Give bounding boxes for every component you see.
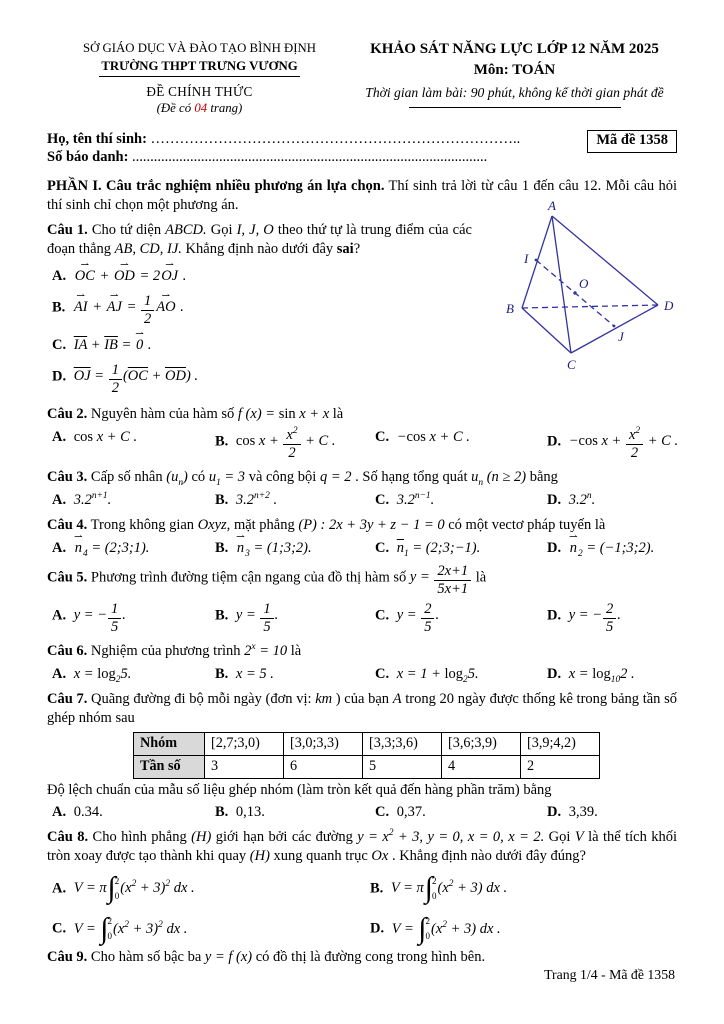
- edge-bc: [522, 308, 571, 353]
- option-a: [47, 428, 210, 462]
- question-1-text: Câu 1. Cho tứ diện ABCD. Gọi I, J, O theo thứ tự là trung điểm của các đoạn thẳng AB, CD, IJ. Khẳng định nào dưới đây sai?: [47, 221, 472, 257]
- edge-ad: [552, 216, 658, 305]
- question-9-text: Câu 9. Cho hàm số bậc ba y = f (x) có đồ thị là đường cong trong hình bên.: [47, 949, 486, 966]
- question-2-options: [47, 425, 679, 462]
- option-d: [542, 803, 677, 822]
- option-d: [542, 491, 677, 510]
- option-content: $x = \log_{10}2$ .: [568, 665, 635, 685]
- option-content: $\overline{n}_1$ = (2;3;−1).: [396, 539, 481, 559]
- question-3-options: [47, 491, 677, 510]
- option-content: $3.2^{n+1}$.: [73, 491, 112, 508]
- option-letter: C.: [375, 539, 390, 556]
- option-content: $3.2^{n-1}$.: [396, 491, 435, 508]
- candidate-id-dots: ..................................................................................................: [132, 149, 488, 166]
- question-2-text: Câu 2. Nguyên hàm của hàm số f (x) = sin x + x là: [47, 405, 344, 422]
- option-content: V = ∫ 2 0 $(x^2 + 3)^2$ dx .: [73, 912, 188, 945]
- vertex-label-c: C: [567, 356, 576, 372]
- question-5-options: [47, 602, 677, 636]
- candidate-name-label: Họ, tên thí sinh:: [47, 131, 147, 148]
- option-letter: A.: [52, 804, 67, 821]
- option-c: [370, 602, 542, 636]
- option-content: OC ⇀ + OD ⇀ = 2OJ ⇀ .: [74, 268, 187, 284]
- vertex-label-b: B: [506, 300, 514, 316]
- candidate-name-dots: …………………………………………………………………..: [150, 131, 521, 148]
- question-7-note: Độ lệch chuẩn của mẫu số liệu ghép nhóm (làm tròn kết quả đến hàng phần trăm) bằng: [47, 781, 552, 798]
- option-content: 0.34.: [73, 804, 103, 821]
- option-d: [542, 539, 677, 558]
- option-letter: C.: [375, 804, 390, 821]
- option-c: [370, 803, 542, 822]
- question-4-text: Câu 4. Trong không gian Oxyz, mặt phẳng (P) : 2x + 3y + z − 1 = 0 có một vectơ pháp tuyến là: [47, 516, 606, 533]
- header-right: [352, 40, 677, 117]
- question-9: [47, 948, 677, 967]
- option-c: [370, 491, 542, 510]
- exam-duration: Thời gian làm bài: 90 phút, không kể thời gian phát đề: [365, 85, 664, 100]
- option-b: [210, 803, 370, 822]
- option-c: [370, 665, 542, 684]
- table-row-header-cell: Tần số: [134, 755, 205, 778]
- part1-heading: PHẦN I. Câu trắc nghiệm nhiều phương án lựa chọn. Thí sinh trả lời từ câu 1 đến câu 12. Mỗi câu hỏi thí sinh chỉ chọn một phương án.: [47, 178, 678, 214]
- option-content: 3,39.: [568, 804, 598, 821]
- option-letter: C.: [375, 665, 390, 682]
- option-content: y = − $\frac{1}{5}$ .: [73, 600, 126, 636]
- table-cell: 3: [205, 755, 284, 778]
- question-7-text: Câu 7. Quãng đường đi bộ mỗi ngày (đơn vị: km ) của bạn A trong 20 ngày được thống kê trong bảng tần số ghép nhóm sau: [47, 690, 677, 726]
- option-c: [47, 336, 472, 355]
- option-content: x = 5 .: [235, 665, 274, 682]
- option-a: [47, 491, 210, 510]
- header-left: [47, 40, 352, 117]
- exam-code-box: Mã đề 1358: [587, 130, 677, 153]
- vertex-label-i: I: [524, 250, 529, 266]
- point-j: [613, 325, 616, 328]
- department-name: SỞ GIÁO DỤC VÀ ĐÀO TẠO BÌNH ĐỊNH: [82, 41, 317, 55]
- exam-subject: Môn: TOÁN: [473, 61, 556, 78]
- pages-note: (Đề có 04 trang): [156, 101, 243, 116]
- option-letter: B.: [215, 665, 229, 682]
- candidate-block: [47, 130, 677, 166]
- option-letter: C.: [375, 428, 390, 445]
- option-c: [370, 539, 542, 558]
- question-3-text: Câu 3. Cấp số nhân $(u_n)$ có $u_1 = 3$ và công bội q = 2 . Số hạng tổng quát $u_n$ (n ≥ 2) bằng: [47, 469, 558, 489]
- option-letter: A.: [52, 428, 67, 445]
- option-letter: D.: [547, 665, 562, 682]
- table-row-header-cell: Nhóm: [134, 732, 205, 755]
- question-6: [47, 642, 677, 684]
- candidate-name-row: [47, 130, 677, 148]
- option-b: [365, 872, 677, 905]
- question-6-options: [47, 665, 677, 684]
- point-o: [573, 291, 576, 294]
- header-rule: [409, 107, 621, 108]
- table-cell: [2,7;3,0): [205, 732, 284, 755]
- option-content: V = π ∫ 2 0 $(x^2 + 3)^2$ dx .: [73, 872, 195, 905]
- school-name-text: TRƯỜNG THPT TRƯNG VƯƠNG: [99, 58, 299, 78]
- candidate-id-row: [47, 148, 677, 166]
- question-7: [47, 690, 677, 822]
- option-letter: B.: [215, 804, 229, 821]
- frequency-table: [133, 732, 600, 779]
- vertex-label-d: D: [664, 297, 674, 313]
- option-letter: A.: [52, 880, 67, 897]
- option-letter: C.: [375, 491, 390, 508]
- option-letter: D.: [547, 491, 562, 508]
- vertex-label-j: J: [618, 328, 624, 344]
- table-cell: [3,3;3,6): [363, 732, 442, 755]
- option-content: 0,37.: [396, 804, 426, 821]
- candidate-id-label: Số báo danh:: [47, 149, 129, 166]
- option-letter: D.: [547, 804, 562, 821]
- question-2: [47, 405, 677, 462]
- option-letter: C.: [52, 920, 67, 937]
- exam-title: KHẢO SÁT NĂNG LỰC LỚP 12 NĂM 2025: [370, 41, 659, 57]
- option-letter: B.: [215, 607, 229, 624]
- option-content: n $⇀_4$ = (2;3;1).: [74, 540, 150, 556]
- option-d: [542, 665, 677, 684]
- option-letter: A.: [52, 267, 67, 284]
- vertex-label-o: O: [579, 275, 589, 291]
- question-1: [47, 197, 677, 397]
- option-d: [542, 425, 679, 462]
- option-content: V = π ∫ 2 0 $(x^2 + 3)$ dx .: [390, 872, 508, 905]
- school-name: [47, 58, 352, 78]
- option-a: [47, 539, 210, 558]
- option-d: [542, 602, 677, 636]
- question-4-options: [47, 539, 677, 558]
- option-content: cos x + $\frac{x^2}{2}$ + C .: [235, 425, 336, 462]
- option-content: 3.2$^n$.: [568, 491, 596, 508]
- question-6-text: Câu 6. Nghiệm của phương trình $2^x = 10$ là: [47, 642, 302, 660]
- header: [47, 40, 677, 117]
- option-b: [210, 602, 370, 636]
- option-content: y = − $\frac{2}{5}$ .: [568, 600, 621, 636]
- option-content: $\overline{IA} + \overline{IB} = 0$ ⇀ .: [74, 337, 152, 353]
- option-letter: D.: [52, 368, 67, 384]
- point-i: [535, 259, 538, 262]
- option-content: −cos x + C .: [396, 428, 470, 445]
- question-8: [47, 828, 678, 945]
- question-7-options: [47, 803, 677, 822]
- option-letter: D.: [547, 433, 562, 450]
- option-b: [210, 425, 370, 462]
- option-a: [47, 267, 472, 286]
- option-content: n $⇀_2$ = (−1;3;2).: [569, 540, 654, 556]
- option-letter: C.: [375, 607, 390, 624]
- option-content: $\overline{OJ}$ = $\frac{1}{2}$ $(\overline{OC} + \overline{OD})$ .: [73, 361, 199, 397]
- option-c: [370, 428, 542, 462]
- option-a: [47, 602, 210, 636]
- question-5-text: Câu 5. Phương trình đường tiệm cận ngang của đồ thị hàm số y = $\frac{2x+1}{5x+1}$ là: [47, 562, 487, 598]
- option-letter: B.: [370, 880, 384, 897]
- edge-ac: [552, 216, 571, 353]
- edge-cd: [571, 305, 658, 353]
- question-3: [47, 468, 677, 510]
- table-cell: 4: [442, 755, 521, 778]
- option-d: [365, 912, 677, 945]
- table-row-frequency: [134, 755, 600, 778]
- option-content: V = ∫ 2 0 $(x^2 + 3)$ dx .: [391, 912, 501, 945]
- option-letter: A.: [52, 607, 67, 624]
- option-a: [47, 803, 210, 822]
- question-8-options: [47, 872, 677, 945]
- question-8-text: Câu 8. Cho hình phẳng (H) giới hạn bởi các đường $y = x^2 + 3$, y = 0, x = 0, x = 2. Gọi V là thể tích khối tròn xoay được tạo thành khi quay (H) xung quanh trục Ox . Khẳng định nào dưới đây đúng?: [47, 828, 678, 865]
- option-letter: A.: [52, 665, 67, 682]
- option-b: [47, 294, 472, 328]
- exam-type-label: ĐỀ CHÍNH THỨC: [146, 84, 253, 100]
- option-letter: B.: [215, 491, 229, 508]
- tetrahedron-figure: [479, 197, 679, 389]
- option-content: y = $\frac{1}{5}$ .: [235, 600, 279, 636]
- option-a: [47, 665, 210, 684]
- option-a: [47, 872, 365, 905]
- option-content: y = $\frac{2}{5}$ .: [396, 600, 440, 636]
- table-cell: 5: [363, 755, 442, 778]
- option-content: AI ⇀ + AJ ⇀ = $\frac{1}{2}$ AO ⇀ .: [73, 299, 184, 315]
- option-letter: B.: [215, 539, 229, 556]
- table-cell: 2: [521, 755, 600, 778]
- option-content: $3.2^{n+2}$ .: [235, 491, 278, 508]
- vertex-label-a: A: [548, 197, 556, 213]
- option-letter: A.: [52, 539, 67, 556]
- option-c: [47, 912, 365, 945]
- option-content: $x = \log_25$.: [73, 665, 132, 685]
- table-cell: [3,9;4,2): [521, 732, 600, 755]
- option-letter: C.: [52, 336, 67, 353]
- option-b: [210, 665, 370, 684]
- option-b: [210, 539, 370, 558]
- option-b: [210, 491, 370, 510]
- option-d: [47, 363, 472, 397]
- table-cell: 6: [284, 755, 363, 778]
- option-content: 0,13.: [235, 804, 265, 821]
- option-content: $x = 1 + \log_25$.: [396, 665, 479, 685]
- option-letter: D.: [547, 607, 562, 624]
- option-letter: B.: [215, 433, 229, 450]
- table-row-groups: [134, 732, 600, 755]
- question-4: [47, 516, 677, 558]
- option-content: −cos x + $\frac{x^2}{2}$ + C .: [568, 425, 679, 462]
- option-letter: A.: [52, 491, 67, 508]
- option-content: cos x + C .: [73, 428, 138, 445]
- page-footer: Trang 1/4 - Mã đề 1358: [544, 967, 675, 982]
- table-cell: [3,6;3,9): [442, 732, 521, 755]
- question-1-options: [47, 267, 472, 397]
- option-content: n $⇀_3$ = (1;3;2).: [236, 540, 312, 556]
- option-letter: B.: [52, 298, 66, 315]
- option-letter: D.: [547, 539, 562, 556]
- table-cell: [3,0;3,3): [284, 732, 363, 755]
- option-letter: D.: [370, 920, 385, 937]
- question-5: [47, 564, 677, 637]
